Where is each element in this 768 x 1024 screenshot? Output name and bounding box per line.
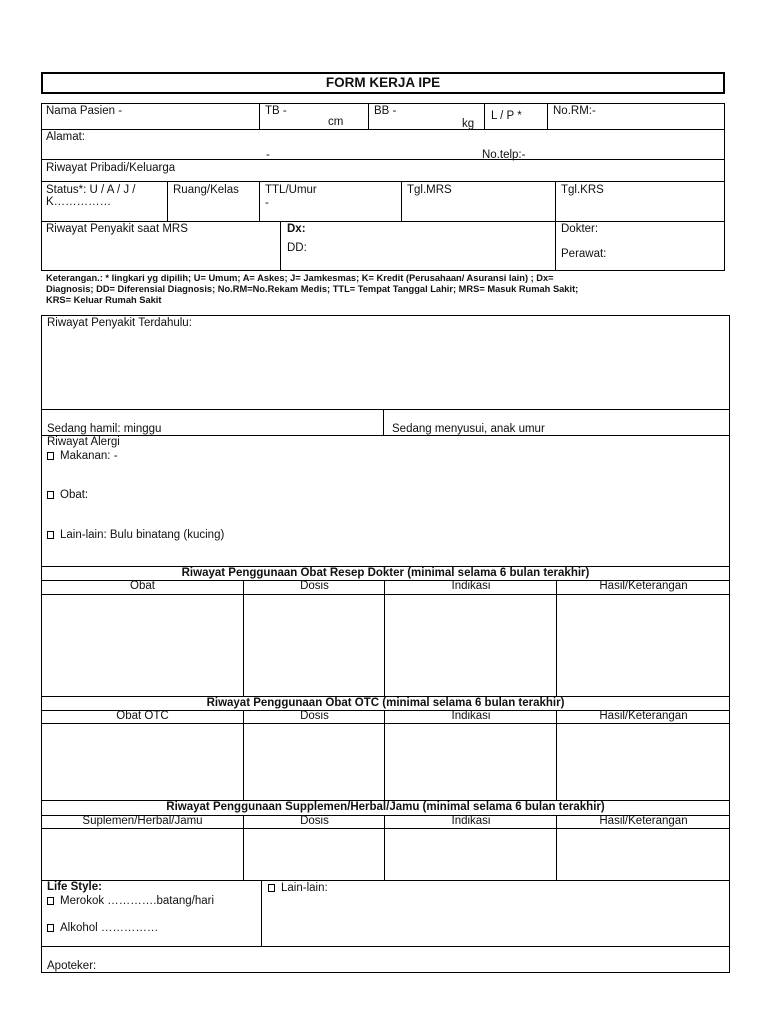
checkbox-icon[interactable] <box>47 531 54 539</box>
checkbox-icon[interactable] <box>47 491 54 499</box>
ruang-kelas-label: Ruang/Kelas <box>173 184 239 196</box>
row-divider <box>41 181 725 182</box>
sedang-hamil-label: Sedang hamil: minggu <box>47 423 162 435</box>
resep-col-dosis: Dosis <box>300 580 329 592</box>
row-divider <box>41 409 730 410</box>
dx-label: Dx: <box>287 223 306 235</box>
tb-label: TB - <box>265 105 287 117</box>
dokter-label: Dokter: <box>561 223 599 235</box>
otc-col-dosis: Dosis <box>300 710 329 722</box>
cell-divider <box>243 580 244 697</box>
no-rm-label: No.RM:- <box>553 105 596 117</box>
cell-divider <box>484 103 485 130</box>
lifestyle-lain-lain <box>268 882 328 895</box>
row-divider <box>41 828 730 829</box>
merokok-label: Merokok ………….batang/hari <box>60 895 215 907</box>
ttl-value: - <box>265 197 269 209</box>
resep-col-hasil: Hasil/Keterangan <box>599 580 688 592</box>
form-title: FORM KERJA IPE <box>325 75 441 90</box>
bb-label: BB - <box>374 105 397 117</box>
checkbox-icon[interactable] <box>47 452 54 460</box>
supplemen-col-dosis: Dosis <box>300 815 329 827</box>
obat-label: Obat: <box>60 489 89 501</box>
riwayat-pribadi-label: Riwayat Pribadi/Keluarga <box>46 162 176 174</box>
row-divider <box>41 221 725 222</box>
lifestyle-merokok <box>47 895 214 908</box>
row-divider <box>41 159 725 160</box>
resep-title: Riwayat Penggunaan Obat Resep Dokter (minimal selama 6 bulan terakhir) <box>181 567 590 579</box>
cell-divider <box>243 815 244 881</box>
alergi-lain-lain <box>47 529 224 542</box>
cell-divider <box>384 710 385 801</box>
keterangan-line-2: Diagnosis; DD= Diferensial Diagnosis; No.RM=No.Rekam Medis; TTL= Tempat Tanggal Lahir; MRS= Masuk Rumah Sakit; <box>46 284 579 294</box>
history-table <box>41 315 730 973</box>
row-divider <box>41 723 730 724</box>
dd-label: DD: <box>287 242 307 254</box>
cell-divider <box>547 103 548 130</box>
row-divider <box>41 594 730 595</box>
checkbox-icon[interactable] <box>47 897 54 905</box>
makanan-label: Makanan: - <box>60 450 118 462</box>
cell-divider <box>261 880 262 947</box>
status-line2: K…………… <box>46 196 112 208</box>
resep-col-indikasi: Indikasi <box>451 580 491 592</box>
cell-divider <box>556 710 557 801</box>
cell-divider <box>259 181 260 222</box>
cell-divider <box>167 181 168 222</box>
lifestyle-alkohol <box>47 922 158 935</box>
keterangan-line-1: Keterangan.: * lingkari yg dipilih; U= Umum; A= Askes; J= Jamkesmas; K= Kredit (Perusahaan/ Asuransi lain) ; Dx= <box>46 273 554 283</box>
cell-divider <box>368 103 369 130</box>
lain-lain-label: Lain-lain: Bulu binatang (kucing) <box>60 529 225 541</box>
status-label: Status*: U / A / J / <box>46 184 136 196</box>
tgl-mrs-label: Tgl.MRS <box>407 184 452 196</box>
cell-divider <box>259 103 260 130</box>
lifestyle-lain-lain-label: Lain-lain: <box>281 882 328 894</box>
checkbox-icon[interactable] <box>47 924 54 932</box>
bb-unit: kg <box>462 118 475 130</box>
alergi-obat <box>47 489 88 502</box>
lifestyle-title: Life Style: <box>47 881 102 893</box>
otc-col-obat: Obat OTC <box>116 710 169 722</box>
otc-col-hasil: Hasil/Keterangan <box>599 710 688 722</box>
keterangan-line-3: KRS= Keluar Rumah Sakit <box>46 295 162 305</box>
row-divider <box>41 129 725 130</box>
row-divider <box>41 880 730 881</box>
supplemen-col-hasil: Hasil/Keterangan <box>599 815 688 827</box>
resep-col-obat: Obat <box>130 580 155 592</box>
supplemen-title: Riwayat Penggunaan Supplemen/Herbal/Jamu (minimal selama 6 bulan terakhir) <box>166 801 605 813</box>
riwayat-penyakit-terdahulu-label: Riwayat Penyakit Terdahulu: <box>47 317 192 329</box>
sedang-menyusui-label: Sedang menyusui, anak umur <box>392 423 545 435</box>
row-divider <box>41 946 730 947</box>
cell-divider <box>384 580 385 697</box>
otc-title: Riwayat Penggunaan Obat OTC (minimal selama 6 bulan terakhir) <box>206 697 565 709</box>
cell-divider <box>280 221 281 271</box>
riwayat-alergi-label: Riwayat Alergi <box>47 436 120 448</box>
ttl-umur-label: TTL/Umur <box>265 184 317 196</box>
supplemen-col-indikasi: Indikasi <box>451 815 491 827</box>
cell-divider <box>555 181 556 271</box>
checkbox-icon[interactable] <box>268 884 275 892</box>
alergi-makanan <box>47 450 118 463</box>
lp-label: L / P * <box>491 110 522 122</box>
alamat-label: Alamat: <box>46 131 85 143</box>
nama-pasien-label: Nama Pasien - <box>46 105 123 117</box>
supplemen-col-nama: Suplemen/Herbal/Jamu <box>82 815 203 827</box>
no-telp-label: No.telp:- <box>482 149 526 161</box>
cell-divider <box>401 181 402 222</box>
tgl-krs-label: Tgl.KRS <box>561 184 604 196</box>
alkohol-label: Alkohol …………… <box>60 922 159 934</box>
alamat-value: - <box>266 149 270 161</box>
otc-col-indikasi: Indikasi <box>451 710 491 722</box>
cell-divider <box>556 580 557 697</box>
tb-unit: cm <box>328 116 344 128</box>
cell-divider <box>243 710 244 801</box>
cell-divider <box>384 815 385 881</box>
cell-divider <box>556 815 557 881</box>
perawat-label: Perawat: <box>561 248 607 260</box>
riwayat-penyakit-mrs-label: Riwayat Penyakit saat MRS <box>46 223 188 235</box>
cell-divider <box>383 409 384 436</box>
apoteker-label: Apoteker: <box>47 960 97 972</box>
row-divider <box>41 435 730 436</box>
